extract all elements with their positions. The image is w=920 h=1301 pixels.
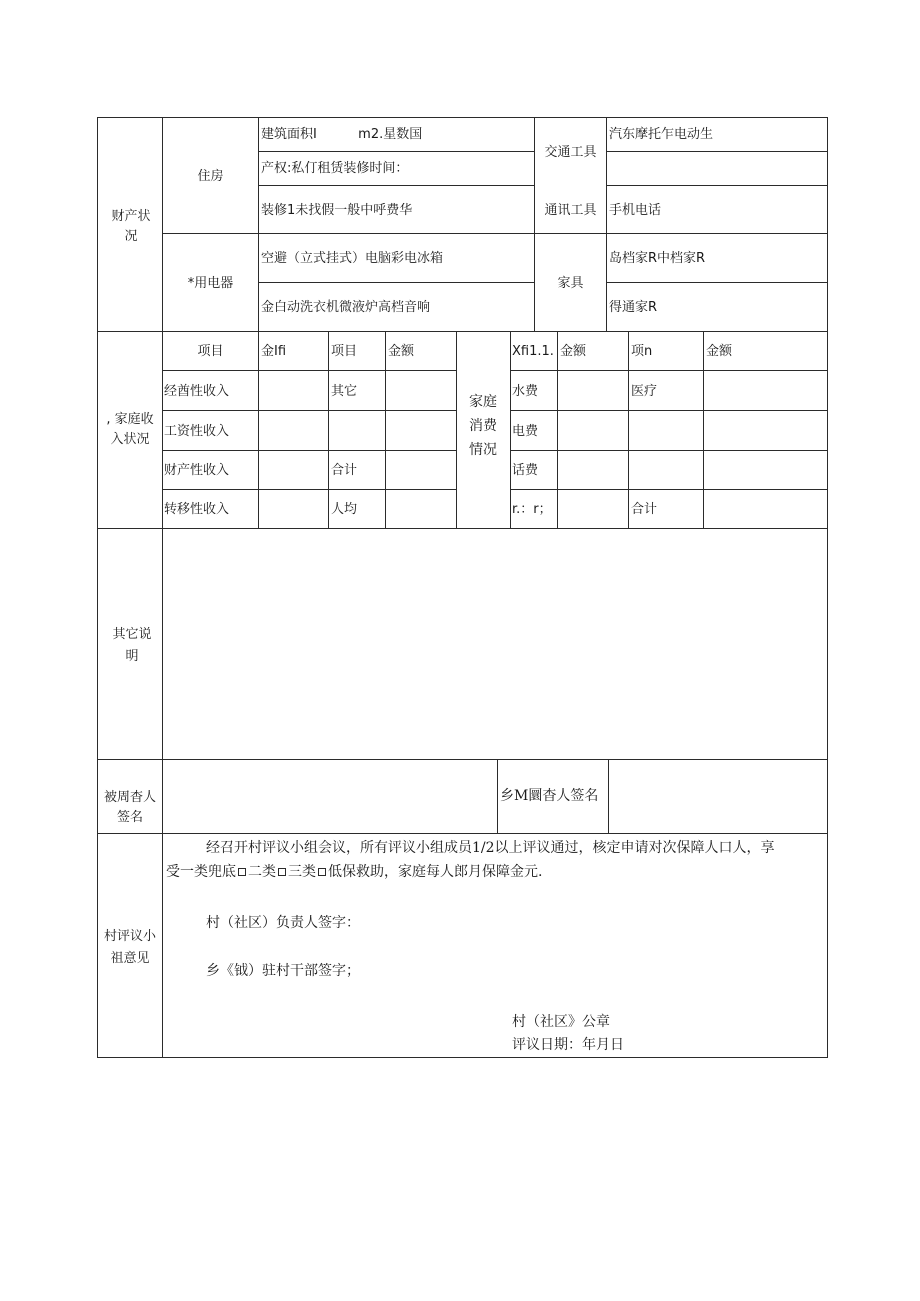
review-paragraph-line1: 经召开村评议小组会议，所有评议小组成员1/2以上评议通过，核定申请对次保障人口人，享 — [206, 840, 775, 856]
sep-income-other — [97, 528, 828, 529]
consumption-row-item: 电费 — [512, 424, 539, 439]
income-label: , 家庭收入状况 — [106, 412, 154, 447]
inc-h4b — [510, 489, 828, 490]
other-content-area[interactable] — [166, 532, 822, 754]
type2-checkbox[interactable] — [278, 868, 286, 876]
housing-label: 住房 — [197, 169, 224, 184]
consumption-header-amount: 金额 — [560, 344, 587, 359]
other-label: 其它说明 — [112, 627, 152, 664]
village-head-signature[interactable]: 村（社区）负责人签字： — [206, 915, 360, 931]
income-row-item2: 合计 — [331, 463, 358, 478]
inc-h1b — [510, 370, 828, 371]
prop-h-furniture — [606, 282, 828, 283]
consumption-row-item2: 合计 — [631, 502, 658, 517]
inc-h4a — [162, 489, 457, 490]
prop-h-main — [162, 233, 828, 234]
prop-h-transport — [606, 151, 828, 152]
prop-v1 — [258, 117, 259, 332]
comm-value[interactable]: 手机电话 — [609, 203, 662, 218]
furniture-row2[interactable]: 得通家R — [609, 300, 658, 315]
review-paragraph-line2 — [166, 864, 542, 881]
consumption-row-item: 水费 — [512, 384, 539, 399]
inc-v2 — [328, 331, 329, 529]
frame-left — [97, 117, 98, 1058]
consumption-header-item: Xfi1.1. — [512, 344, 554, 359]
furniture-label: 家具 — [557, 276, 584, 291]
housing-ownership-field[interactable]: 产权:私仃租赁装修时间： — [261, 161, 409, 176]
prop-h-housing-1 — [258, 151, 535, 152]
inc-v3 — [385, 331, 386, 529]
sign-v2 — [608, 759, 609, 834]
income-header-amount: 金Ifi — [261, 344, 287, 359]
prop-h-housing-2 — [258, 185, 535, 186]
inc-h2b — [510, 410, 828, 411]
income-row-item2: 人均 — [331, 502, 358, 517]
sep-sign-review — [97, 833, 828, 834]
income-row-item: 财产性收入 — [164, 463, 230, 478]
surveyor-signature-label: 乡M圜杳人签名 — [500, 788, 599, 804]
review-type3-label: 三类 — [288, 864, 316, 880]
income-row-item: 转移性收入 — [164, 502, 230, 517]
review-type2-label: 二类 — [248, 864, 276, 880]
property-label: 财产状况 — [111, 209, 151, 244]
consumption-header-item2: 项n — [631, 344, 653, 359]
appliance-label: *用电器 — [187, 276, 234, 291]
comm-label: 通讯工具 — [544, 203, 597, 218]
inc-v5 — [510, 331, 511, 529]
furniture-row1[interactable]: 岛档家R中档家R — [609, 251, 706, 266]
inc-v4 — [456, 331, 457, 529]
consumption-row-item: 话费 — [512, 463, 539, 478]
inc-v8 — [703, 331, 704, 529]
housing-area-field[interactable]: 建筑面积I m2.星数国 — [261, 127, 423, 142]
income-row-item: 经酋性收入 — [164, 384, 230, 399]
review-type1-label: 受一类兜底 — [166, 864, 236, 880]
sep-property-income — [97, 331, 828, 332]
inc-h2a — [162, 410, 457, 411]
consumption-row-item: r.：r； — [512, 502, 552, 517]
review-label: 村评议小祖意见 — [103, 929, 156, 966]
label-col-divider — [162, 117, 163, 1058]
appliance-row1[interactable]: 空避（立式挂式）电脑彩电冰箱 — [261, 251, 444, 266]
type3-checkbox[interactable] — [318, 868, 326, 876]
prop-h-appliance — [258, 282, 535, 283]
township-cadre-signature[interactable]: 乡《钺）驻村干部签字； — [206, 963, 360, 979]
type1-checkbox[interactable] — [238, 868, 246, 876]
frame-right — [827, 117, 828, 1058]
sign-v1 — [497, 759, 498, 834]
appliance-row2[interactable]: 金白动洗衣机微液炉高档音响 — [261, 300, 431, 315]
transport-value[interactable]: 汽东摩托乍电动生 — [609, 127, 714, 142]
investigated-signature-field[interactable] — [166, 763, 492, 829]
consumption-label: 家庭消费情况 — [469, 394, 497, 458]
income-header-amount2: 金额 — [388, 344, 415, 359]
village-seal-label: 村（社区》公章 — [512, 1014, 610, 1030]
housing-decoration-field[interactable]: 装修1未找假一般中呼费华 — [261, 203, 413, 218]
consumption-header-amount2: 金额 — [706, 344, 733, 359]
income-header-item2: 项目 — [331, 344, 358, 359]
inc-v6 — [557, 331, 558, 529]
frame-top — [97, 117, 828, 118]
income-row-item2: 其它 — [331, 384, 358, 399]
income-header-item: 项目 — [197, 344, 224, 359]
inc-h3b — [510, 450, 828, 451]
prop-v3 — [606, 117, 607, 332]
review-date: 评议日期：年月日 — [512, 1037, 624, 1053]
income-row-item: 工资性收入 — [164, 424, 230, 439]
prop-h-comm — [606, 185, 828, 186]
inc-h1a — [162, 370, 457, 371]
inc-v7 — [628, 331, 629, 529]
inc-h3a — [162, 450, 457, 451]
investigated-signature-label: 被周杳人签名 — [103, 790, 156, 825]
consumption-row-item2: 医疗 — [631, 384, 658, 399]
review-line2-tail: 低保救助，家庭每人郎月保障金元. — [328, 864, 543, 880]
inc-v1 — [258, 331, 259, 529]
transport-label: 交通工具 — [544, 145, 597, 160]
sep-other-sign — [97, 759, 828, 760]
frame-bottom — [97, 1057, 828, 1058]
surveyor-signature-field[interactable] — [612, 763, 822, 829]
